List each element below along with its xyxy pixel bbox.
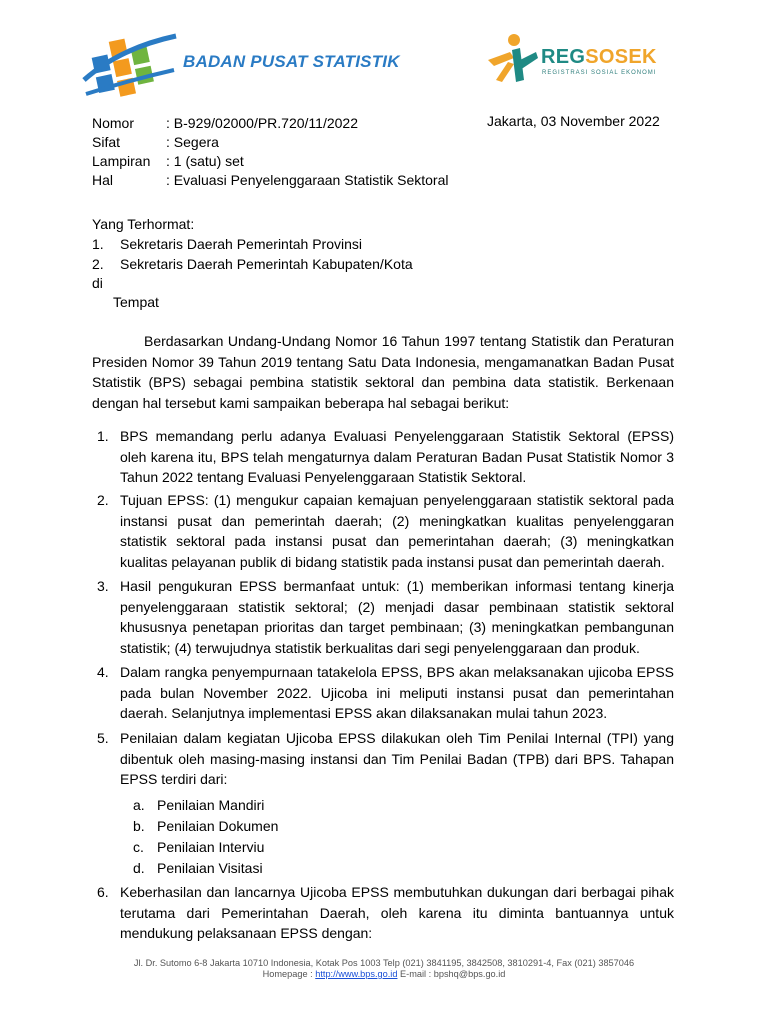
subitem-c-number: c. (133, 839, 144, 855)
footer-contact (0, 969, 768, 979)
bps-logo-icon (80, 30, 180, 100)
intro-paragraph: Berdasarkan Undang-Undang Nomor 16 Tahun 1997 tentang Statistik dan Peraturan Presiden Nomor 39 Tahun 2019 tentang Satu Data Indonesia, mengamanatkan Badan Pusat Statistik (BPS) sebagai pembina statistik sektoral dan pembina data statistik. Berkenaan dengan hal tersebut kami sampaikan beberapa hal sebagai berikut: (92, 333, 674, 411)
item-4-text: Dalam rangka penyempurnaan tatakelola EPSS, BPS akan melaksanakan ujicoba EPSS pada bulan November 2022. Ujicoba ini meliputi instansi pusat dan pemerintahan daerah. Selanjutnya implementasi EPSS akan dilaksanakan mulai tahun 2023. (120, 664, 674, 721)
regsosek-name-part-2: SOSEK (585, 46, 657, 68)
recipient-1: Sekretaris Daerah Pemerintah Provinsi (120, 236, 362, 252)
item-3-text: Hasil pengukuran EPSS bermanfaat untuk: (1) memberikan informasi tentang kinerja penyelenggaraan statistik sektoral; (2) menjadi dasar pembinaan statistik sektoral khususnya penetapan prioritas dan target pembinaan; (3) meningkatkan pembangunan statistik; (4) terwujudnya statistik berkualitas dari segi penyelenggaraan dan produk. (120, 578, 674, 656)
item-3-number: 3. (97, 578, 109, 594)
homepage-label: Homepage : (262, 969, 313, 979)
greeting: Yang Terhormat: (92, 216, 195, 232)
recipient-1-number: 1. (92, 236, 104, 252)
di-text: di (92, 275, 103, 291)
item-4-number: 4. (97, 664, 109, 680)
item-5-text: Penilaian dalam kegiatan Ujicoba EPSS dilakukan oleh Tim Penilai Internal (TPI) yang dibentuk oleh masing-masing instansi dan Tim Penilai Badan (TPB) dari BPS. Tahapan EPSS terdiri dari: (120, 730, 674, 787)
sifat-label: Sifat (92, 134, 121, 150)
meta-sifat (92, 132, 219, 152)
nomor-value: : B-929/02000/PR.720/11/2022 (166, 115, 359, 131)
regsosek-name (541, 46, 657, 69)
bps-name: BADAN PUSAT STATISTIK (183, 52, 400, 71)
recipient-2: Sekretaris Daerah Pemerintah Kabupaten/Kota (120, 256, 413, 272)
subitem-d: Penilaian Visitasi (157, 860, 263, 876)
item-2-number: 2. (97, 492, 109, 508)
meta-nomor (92, 113, 358, 133)
subitem-c: Penilaian Interviu (157, 839, 265, 855)
meta-lampiran (92, 151, 244, 171)
regsosek-subtitle: REGISTRASI SOSIAL EKONOMI (542, 70, 657, 76)
subitem-b-number: b. (133, 818, 145, 834)
letter-date: Jakarta, 03 November 2022 (487, 113, 660, 129)
regsosek-name-part-1: REG (541, 46, 586, 68)
regsosek-logo-icon (484, 32, 540, 84)
item-6-text: Keberhasilan dan lancarnya Ujicoba EPSS membutuhkan dukungan dari berbagai pihak terutama dari Pemerintahan Daerah, oleh karena itu diminta bantuannya untuk mendukung pelaksanaan EPSS dengan: (120, 884, 674, 941)
recipient-2-number: 2. (92, 256, 104, 272)
meta-hal (92, 170, 449, 190)
tempat-text: Tempat (113, 294, 159, 310)
homepage-link[interactable]: http://www.bps.go.id (315, 969, 398, 979)
hal-label: Hal (92, 172, 114, 188)
item-2-text: Tujuan EPSS: (1) mengukur capaian kemajuan penyelenggaraan statistik sektoral pada instansi pusat dan pemerintah daerah; (2) meningkatkan kualitas penyelenggaran statistik sektoral pada instansi pusat dan pemerintahan daerah; (3) meningkatkan kualitas pelayanan publik di bidang statistik pada instansi pusat dan pemerintah daerah. (120, 492, 674, 570)
item-1-text: BPS memandang perlu adanya Evaluasi Penyelenggaraan Statistik Sektoral (EPSS) oleh karena itu, BPS telah mengaturnya dalam Peraturan Badan Pusat Statistik Nomor 3 Tahun 2022 tentang Evaluasi Penyelenggaraan Statistik Sektoral. (120, 428, 674, 485)
sifat-value: : Segera (166, 134, 219, 150)
email-text: E-mail : bpshq@bps.go.id (400, 969, 506, 979)
subitem-d-number: d. (133, 860, 145, 876)
footer-address: Jl. Dr. Sutomo 6-8 Jakarta 10710 Indonesia, Kotak Pos 1003 Telp (021) 3841195, 3842508, 3810291-4, Fax (021) 3857046 (133, 958, 635, 968)
lampiran-label: Lampiran (92, 153, 151, 169)
item-5-number: 5. (97, 730, 109, 746)
item-6-number: 6. (97, 884, 109, 900)
item-1-number: 1. (97, 428, 109, 444)
nomor-label: Nomor (92, 115, 135, 131)
subitem-a: Penilaian Mandiri (157, 797, 265, 813)
hal-value: : Evaluasi Penyelenggaraan Statistik Sektoral (166, 172, 449, 188)
subitem-b: Penilaian Dokumen (157, 818, 279, 834)
lampiran-value: : 1 (satu) set (166, 153, 244, 169)
subitem-a-number: a. (133, 797, 145, 813)
